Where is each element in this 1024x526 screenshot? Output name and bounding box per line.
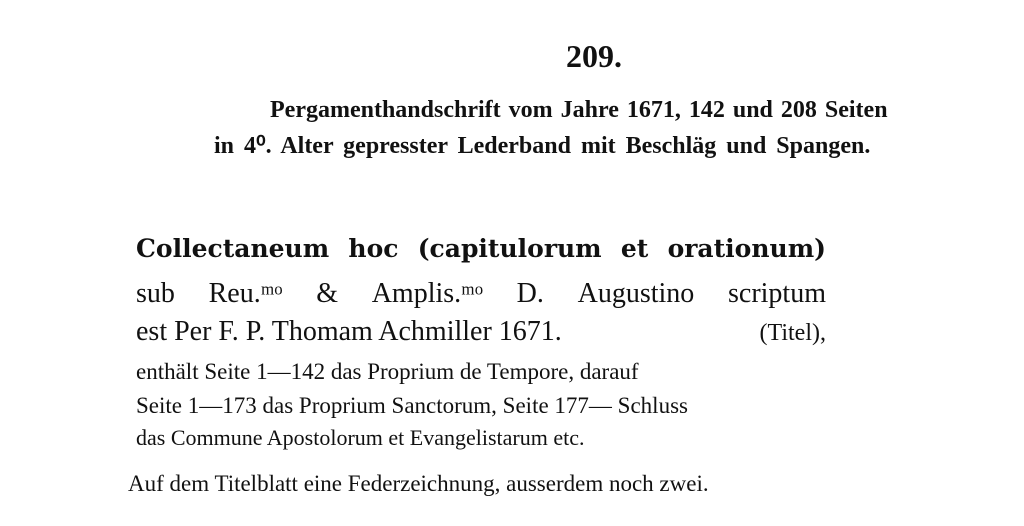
title-tag: (Titel), (759, 320, 826, 346)
description-line-1: Pergamenthandschrift vom Jahre 1671, 142 und 208 Seiten (270, 97, 888, 123)
title-page-note: Auf dem Titelblatt eine Federzeichnung, ausserdem noch zwei. (128, 471, 709, 496)
title-word: Amplis.ᵐᵒ (371, 278, 483, 309)
title-line-2 (136, 280, 826, 308)
title-word: et (620, 234, 649, 263)
title-word: D. (516, 278, 544, 309)
entry-number: 209. (566, 38, 622, 74)
contents-line-2: Seite 1—173 das Proprium Sanctorum, Seite 177— Schluss (136, 393, 688, 418)
title-word: Augustino (577, 278, 695, 309)
title-word: hoc (348, 234, 399, 263)
contents-line-3: das Commune Apostolorum et Evangelistarum etc. (136, 425, 585, 450)
title-word: & (316, 278, 338, 309)
contents-line-1: enthält Seite 1—142 das Proprium de Tempore, darauf (136, 359, 639, 384)
title-line-1 (136, 236, 826, 261)
description-line-2: in 4⁰. Alter gepresster Lederband mit Beschläg und Spangen. (214, 133, 871, 159)
title-word: scriptum (728, 278, 826, 309)
title-word: (capitulorum (417, 234, 602, 263)
title-word: Collectaneum (136, 234, 330, 263)
title-line-3 (136, 318, 826, 346)
title-word: sub (136, 278, 175, 309)
title-line-3-main: est Per F. P. Thomam Achmiller 1671. (136, 316, 562, 347)
title-word: Reu.ᵐᵒ (208, 278, 283, 309)
title-word: orationum) (667, 234, 826, 263)
